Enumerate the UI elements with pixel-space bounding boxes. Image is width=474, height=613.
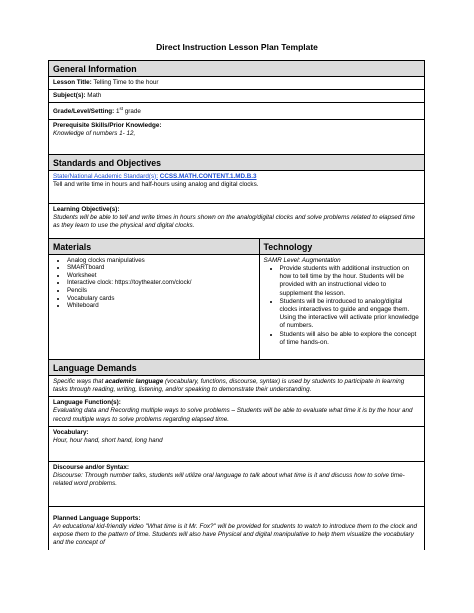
materials-item: • Interactive clock: https://toytheater.com/clock/ [67,279,255,287]
lesson-title-row [49,77,425,90]
discourse-label: Discourse and/or Syntax: [53,463,129,471]
prereq-row [49,119,425,154]
standards-heading: Standards and Objectives [49,154,425,170]
learning-objective-text: Students will be able to tell and write times in hours shown on the analog/digital clocks and solve problems related to elapsed time as they learn to use the physical and digital clocks. [53,213,415,230]
language-function-text: Evaluating data and Recording multiple ways to solve problems – Students will be able to evaluate what time it is by the hour and record multiple ways to solve problems regarding elapsed time. [53,407,413,423]
language-intro-bold: academic language [105,377,164,385]
discourse-text: Discourse: Through number talks, students will utilize oral language to talk about what time is it and discuss how to solve time-related word problems. [53,471,405,488]
subject-row [49,90,425,103]
materials-item: • Pencils [67,287,255,295]
lesson-title-label: Lesson Title: [53,79,92,86]
lesson-title-value: Telling Time to the hour [93,79,159,86]
language-intro-rest: (vocabulary, functions, discourse, syntax) is used by students to participate in learning tasks through reading, writing, listening, and/or speaking to demonstrate their understanding. [53,377,405,393]
materials-list [53,257,255,310]
technology-item: • Provide students with additional instruction on how to tell time by the hour. Students will be provided with an instructional video to supplement the lesson. [280,265,420,298]
discourse-row [49,461,425,506]
materials-heading: Materials [49,238,260,254]
grade-suffix: st [119,106,124,112]
materials-item: • SMARTboard [67,264,255,272]
language-supports-label: Planned Language Supports: [53,514,141,522]
language-supports-row [49,506,425,549]
language-intro-prefix: Specific ways that [53,377,104,385]
technology-list [264,265,420,347]
technology-cell [259,254,424,359]
general-info-heading: General Information [49,61,425,77]
materials-item: • Analog clocks manipulatives [67,257,255,265]
samr-level: SAMR Level: Augmentation [263,256,341,264]
grade-label: Grade/Level/Setting: [53,108,115,116]
prereq-value: Knowledge of numbers 1- 12, [53,129,136,137]
document-title: Direct Instruction Lesson Plan Template [156,42,318,52]
grade-row [49,103,425,119]
lesson-plan-table [48,60,425,550]
vocabulary-row [49,426,425,461]
language-function-row [49,397,425,427]
learning-objective-label: Learning Objective(s): [53,205,120,213]
grade-value: 1 [116,108,120,116]
technology-heading: Technology [259,238,424,254]
materials-item: • Vocabulary cards [67,295,255,303]
state-standard-row [49,170,425,203]
technology-item: • Students will also be able to explore the concept of time hands-on. [280,331,420,347]
subject-value: Math [87,92,102,100]
language-supports-text: An educational kid-friendly video "What time is it Mr. Fox?" will be provided for students to watch to introduce them to the clock and expose them to the pattern of time. Students will also have Physical and digital manipulative to help them visualize the vocabulary and the concept of [53,522,418,547]
language-function-label: Language Function(s): [53,399,121,407]
technology-item: • Students will be introduced to analog/digital clocks interactives to guide and engage them. Using the interactive will activate prior knowledge of numbers. [280,298,420,331]
vocabulary-label: Vocabulary: [53,428,89,436]
grade-word: grade [124,108,141,116]
vocabulary-text: Hour, hour hand, short hand, long hand [53,436,163,444]
state-standard-text: Tell and write time in hours and half-hours using analog and digital clocks. [53,180,259,188]
state-standard-label[interactable]: State/National Academic Standard(s): [53,172,159,180]
language-intro-row [49,375,425,396]
materials-cell [49,254,260,359]
materials-item: • Whiteboard [67,302,255,310]
subject-label: Subject(s): [53,92,86,100]
language-demands-heading: Language Demands [49,359,425,375]
state-standard-code[interactable]: CCSS.MATH.CONTENT.1.MD.B.3 [159,172,257,180]
prereq-label: Prerequisite Skills/Prior Knowledge: [53,121,162,129]
materials-item: • Worksheet [67,272,255,280]
learning-objective-row [49,203,425,238]
